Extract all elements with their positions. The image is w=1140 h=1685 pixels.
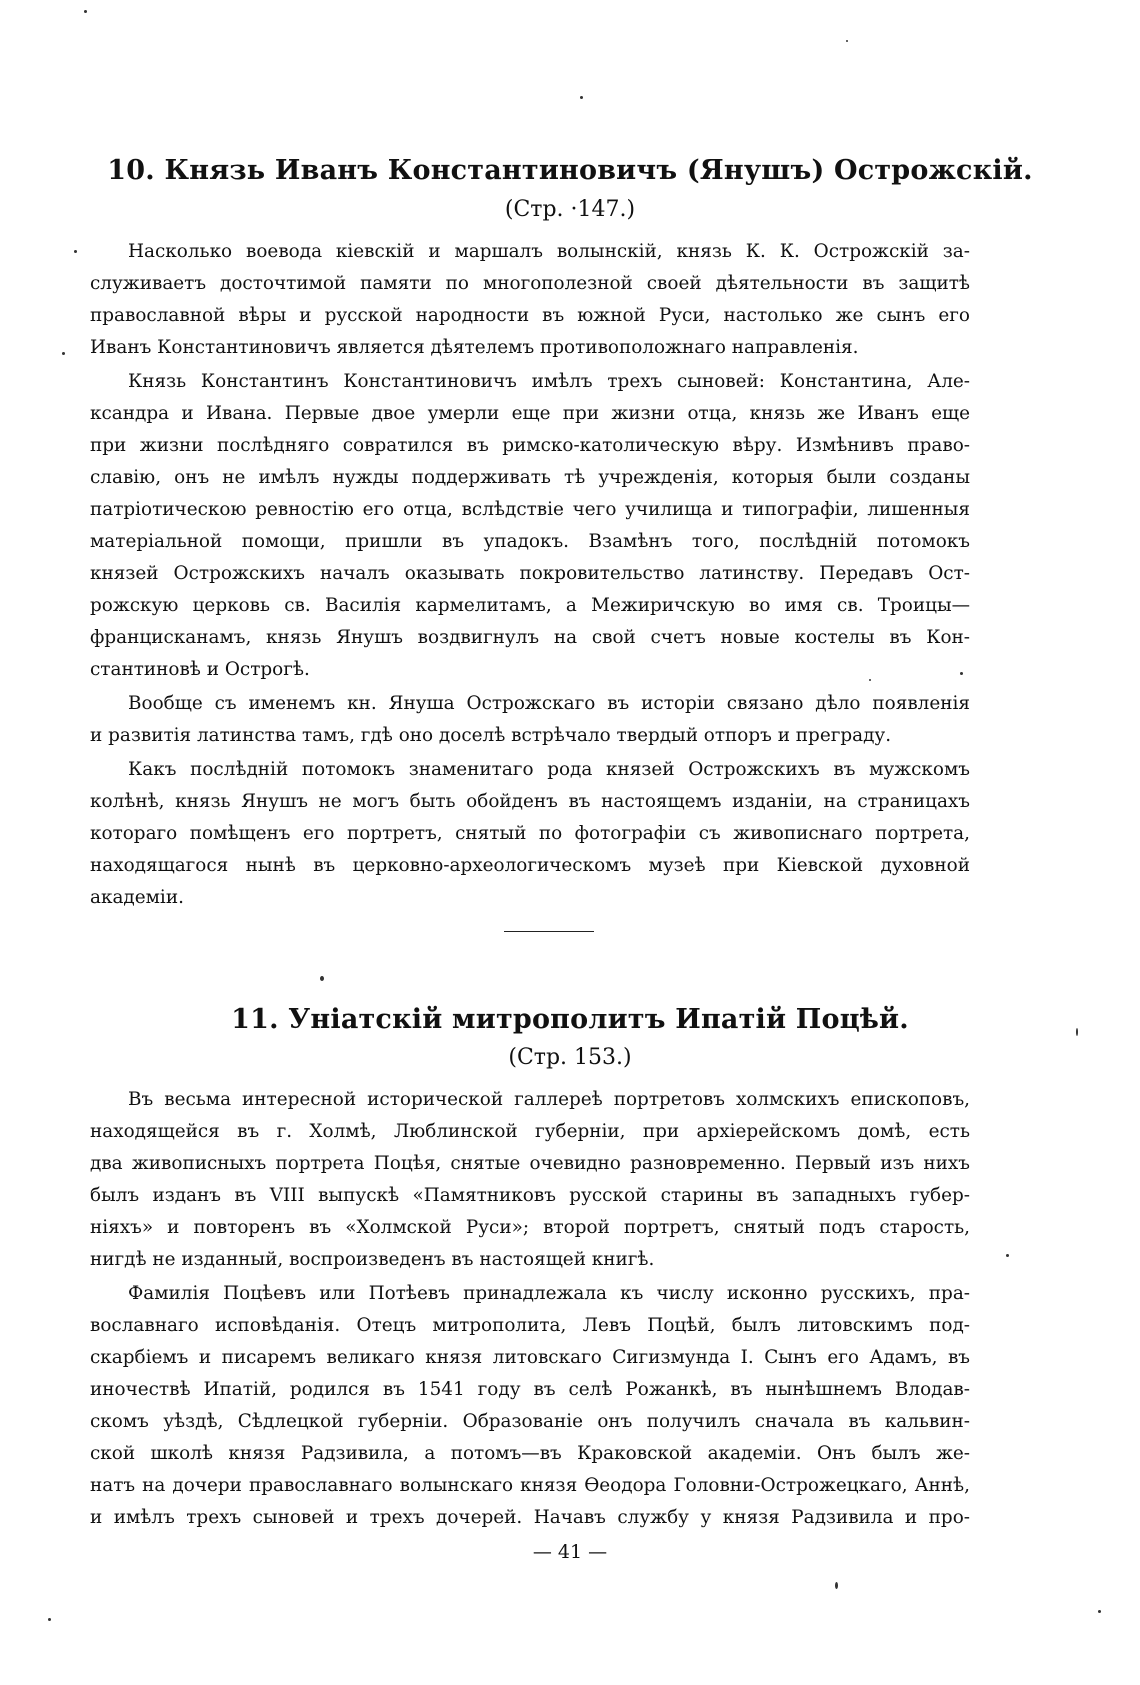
paragraph-line: стантиновѣ и Острогѣ. [90, 659, 310, 680]
paragraph-line: патріотическою ревностію его отца, вслѣдствіе чего училища и типографіи, лишенныя [90, 499, 970, 520]
paragraph-line: академіи. [90, 887, 184, 908]
paragraph-line: и развитія латинства тамъ, гдѣ оно доселѣ встрѣчало твердый отпоръ и преграду. [90, 725, 892, 746]
scan-speck [320, 976, 324, 981]
scan-speck [835, 1582, 838, 1589]
paragraph-line: православной вѣры и русской народности въ южной Руси, настолько же сынъ его [90, 305, 970, 326]
paragraph-line: нигдѣ не изданный, воспроизведенъ въ настоящей книгѣ. [90, 1249, 655, 1270]
paragraph-line: Иванъ Константиновичъ является дѣятелемъ противоположнаго направленія. [90, 337, 859, 358]
paragraph-line: матеріальной помощи, пришли въ упадокъ. Взамѣнъ того, послѣдній потомокъ [90, 531, 970, 552]
scan-speck [846, 40, 848, 42]
scan-speck [1006, 1254, 1009, 1257]
paragraph-line: былъ изданъ въ VIII выпускѣ «Памятниковъ русской старины въ западныхъ губер- [90, 1185, 970, 1206]
paragraph-line: колѣнѣ, князь Янушъ не могъ быть обойденъ въ настоящемъ изданіи, на страницахъ [90, 791, 970, 812]
paragraph-line: иночествѣ Ипатій, родился въ 1541 году въ селѣ Рожанкѣ, въ нынѣшнемъ Влодав- [90, 1379, 970, 1400]
paragraph-line: Князь Константинъ Константиновичъ имѣлъ трехъ сыновей: Константина, Але- [128, 371, 970, 392]
scan-speck [1098, 1610, 1101, 1613]
paragraph-line: Фамилія Поцѣевъ или Потѣевъ принадлежала къ числу исконно русскихъ, пра- [128, 1283, 970, 1304]
scan-speck [580, 96, 583, 99]
scan-speck [960, 672, 963, 675]
paragraph-line: ской школѣ князя Радзивила, а потомъ—въ Краковской академіи. Онъ былъ же- [90, 1443, 970, 1464]
section-page-reference-11: (Стр. 153.) [508, 1045, 632, 1070]
section-page-reference-10: (Стр. ·147.) [504, 197, 636, 222]
section-divider [504, 931, 594, 932]
paragraph-line: ніяхъ» и повторенъ въ «Холмской Руси»; второй портретъ, снятый подъ старость, [90, 1217, 970, 1238]
scan-speck [84, 10, 87, 13]
scan-speck [48, 1618, 51, 1621]
paragraph-line: скарбіемъ и писаремъ великаго князя литовскаго Сигизмунда I. Сынъ его Адамъ, въ [90, 1347, 970, 1368]
paragraph-line: Какъ послѣдній потомокъ знаменитаго рода князей Острожскихъ въ мужскомъ [128, 759, 970, 780]
scan-speck [62, 352, 65, 355]
paragraph-line: находящейся въ г. Холмѣ, Люблинской губерніи, при архіерейскомъ домѣ, есть [90, 1121, 970, 1142]
paragraph-line: вославнаго исповѣданія. Отецъ митрополита, Левъ Поцѣй, былъ литовскимъ под- [90, 1315, 970, 1336]
paragraph-line: два живописныхъ портрета Поцѣя, снятые очевидно разновременно. Первый изъ нихъ [90, 1153, 970, 1174]
paragraph-line: францисканамъ, князь Янушъ воздвигнулъ на свой счетъ новые костелы въ Кон- [90, 627, 970, 648]
paragraph-line: и имѣлъ трехъ сыновей и трехъ дочерей. Начавъ службу у князя Радзивила и про- [90, 1507, 970, 1528]
paragraph-line: рожскую церковь св. Василія кармелитамъ, а Межиричскую во имя св. Троицы— [90, 595, 970, 616]
paragraph-line: ксандра и Ивана. Первые двое умерли еще при жизни отца, князь же Иванъ еще [90, 403, 970, 424]
section-title-11: 11. Уніатскій митрополитъ Ипатій Поцѣй. [231, 1004, 909, 1035]
paragraph-line: Вообще съ именемъ кн. Януша Острожскаго въ исторіи связано дѣло появленія [128, 693, 970, 714]
page-number: — 41 — [532, 1541, 608, 1563]
scan-speck [74, 250, 77, 253]
paragraph-line: служиваетъ досточтимой памяти по многополезной своей дѣятельности въ защитѣ [90, 273, 970, 294]
scan-speck [869, 679, 871, 681]
paragraph-line: находящагося нынѣ въ церковно-археологическомъ музеѣ при Кіевской духовной [90, 855, 970, 876]
paragraph-line: котораго помѣщенъ его портретъ, снятый по фотографіи съ живописнаго портрета, [90, 823, 970, 844]
paragraph-line: князей Острожскихъ началъ оказывать покровительство латинству. Передавъ Ост- [90, 563, 970, 584]
paragraph-line: славію, онъ не имѣлъ нужды поддерживать тѣ учрежденія, которыя были созданы [90, 467, 970, 488]
paragraph-line: натъ на дочери православнаго волынскаго князя Ѳеодора Головни-Острожецкаго, Аннѣ, [90, 1475, 970, 1496]
scan-speck [1076, 1028, 1078, 1036]
section-title-10: 10. Князь Иванъ Константиновичъ (Янушъ) Острожскій. [107, 155, 1033, 186]
paragraph-line: скомъ уѣздѣ, Сѣдлецкой губерніи. Образованіе онъ получилъ сначала въ кальвин- [90, 1411, 970, 1432]
paragraph-line: при жизни послѣдняго совратился въ римско-католическую вѣру. Измѣнивъ право- [90, 435, 970, 456]
paragraph-line: Насколько воевода кіевскій и маршалъ волынскій, князь К. К. Острожскій за- [128, 241, 970, 262]
paragraph-line: Въ весьма интересной исторической галлереѣ портретовъ холмскихъ епископовъ, [128, 1089, 970, 1110]
